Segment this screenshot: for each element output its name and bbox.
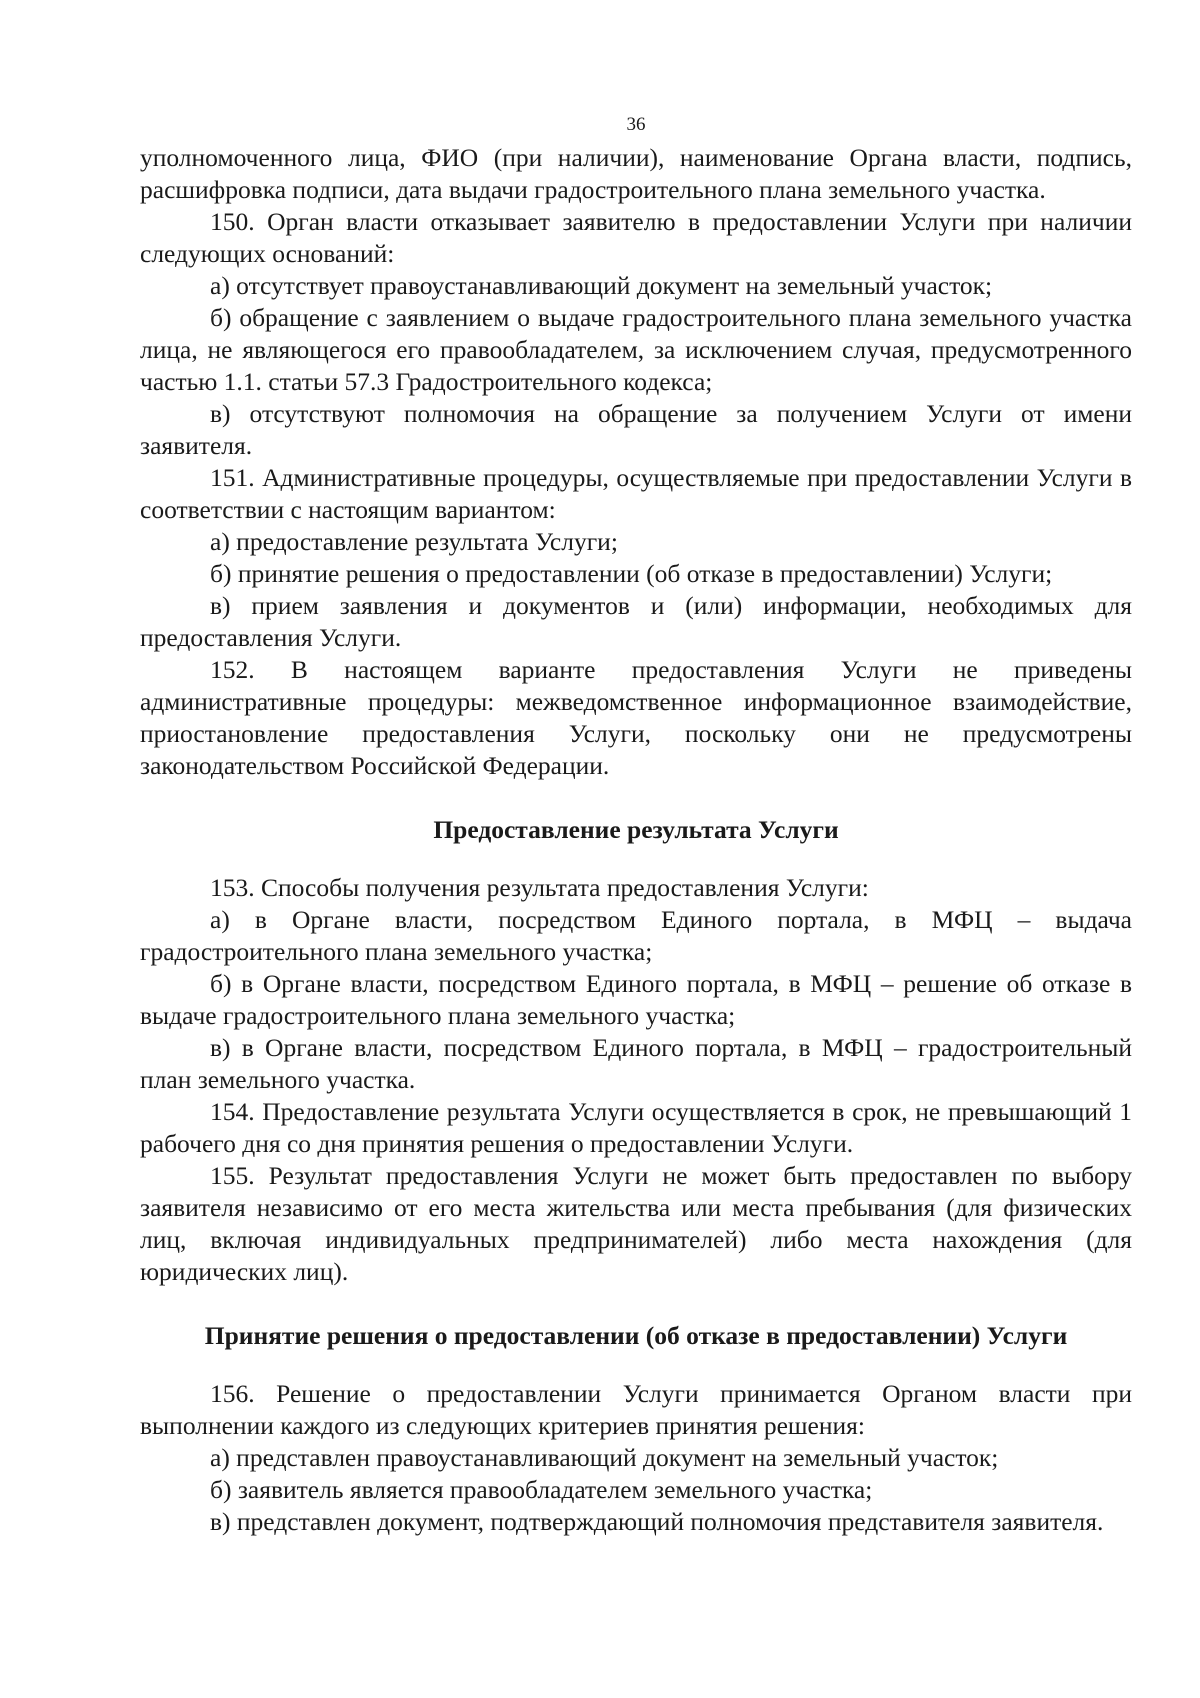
paragraph-151: 151. Административные процедуры, осуществляемые при предоставлении Услуги в соответствии с настоящим вариантом: <box>140 463 1132 524</box>
spacer <box>140 1288 1132 1320</box>
spacer <box>140 782 1132 814</box>
list-item-156-c: в) представлен документ, подтверждающий полномочия представителя заявителя. <box>210 1507 1104 1536</box>
list-item-153-c: в) в Органе власти, посредством Единого портала, в МФЦ – градостроительный план земельного участка. <box>140 1033 1132 1094</box>
section-heading-decision: Принятие решения о предоставлении (об отказе в предоставлении) Услуги <box>204 1321 1068 1350</box>
list-item-156-a: а) представлен правоустанавливающий документ на земельный участок; <box>210 1443 999 1472</box>
paragraph-150: 150. Орган власти отказывает заявителю в предоставлении Услуги при наличии следующих оснований: <box>140 207 1132 268</box>
list-item-151-c: в) прием заявления и документов и (или) информации, необходимых для предоставления Услуги. <box>140 591 1132 652</box>
section-heading-result: Предоставление результата Услуги <box>433 815 839 844</box>
paragraph-continuation: уполномоченного лица, ФИО (при наличии), наименование Органа власти, подпись, расшифровка подписи, дата выдачи градостроительного плана земельного участка. <box>140 143 1132 204</box>
list-item-151-a: а) предоставление результата Услуги; <box>210 527 618 556</box>
paragraph-155: 155. Результат предоставления Услуги не может быть предоставлен по выбору заявителя независимо от его места жительства или места пребывания (для физических лиц, включая индивидуальных предпринимателей) либо места нахождения (для юридических лиц). <box>140 1161 1132 1286</box>
paragraph-154: 154. Предоставление результата Услуги осуществляется в срок, не превышающий 1 рабочего дня со дня принятия решения о предоставлении Услуги. <box>140 1097 1132 1158</box>
list-item-156-b: б) заявитель является правообладателем земельного участка; <box>210 1475 873 1504</box>
list-item-150-c: в) отсутствуют полномочия на обращение за получением Услуги от имени заявителя. <box>140 399 1132 460</box>
paragraph-156: 156. Решение о предоставлении Услуги принимается Органом власти при выполнении каждого из следующих критериев принятия решения: <box>140 1379 1132 1440</box>
list-item-150-a: а) отсутствует правоустанавливающий документ на земельный участок; <box>210 271 993 300</box>
spacer <box>140 1352 1132 1378</box>
paragraph-152: 152. В настоящем варианте предоставления Услуги не приведены административные процедуры: межведомственное информационное взаимодействие, приостановление предоставления Услуги, поскольку они не предусмотрены законодательством Российской Федерации. <box>140 655 1132 780</box>
document-page <box>140 112 1132 1538</box>
list-item-153-a: а) в Органе власти, посредством Единого портала, в МФЦ – выдача градостроительного плана земельного участка; <box>140 905 1132 966</box>
spacer <box>140 846 1132 872</box>
list-item-150-b: б) обращение с заявлением о выдаче градостроительного плана земельного участка лица, не являющегося его правообладателем, за исключением случая, предусмотренного частью 1.1. статьи 57.3 Градостроительного кодекса; <box>140 303 1132 396</box>
list-item-151-b: б) принятие решения о предоставлении (об отказе в предоставлении) Услуги; <box>210 559 1053 588</box>
page-number: 36 <box>626 114 646 135</box>
list-item-153-b: б) в Органе власти, посредством Единого портала, в МФЦ – решение об отказе в выдаче градостроительного плана земельного участка; <box>140 969 1132 1030</box>
paragraph-153: 153. Способы получения результата предоставления Услуги: <box>210 873 869 902</box>
